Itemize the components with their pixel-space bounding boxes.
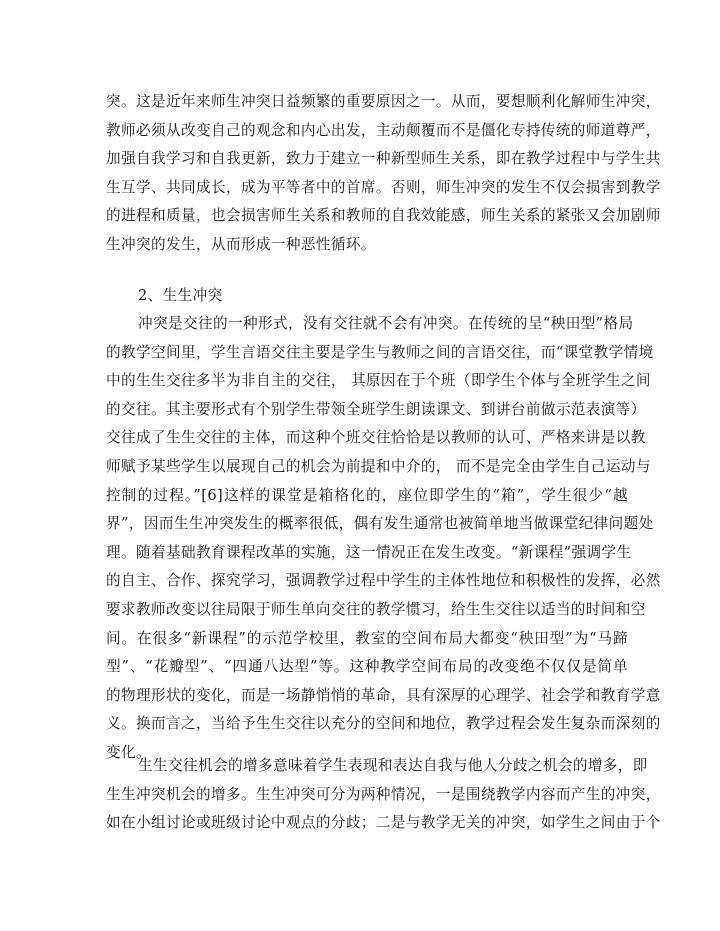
- section-heading: [138, 282, 438, 311]
- text-line: 生互学、共同成长，成为平等者中的首席。否则，师生冲突的发生不仅会损害到教学: [106, 178, 661, 196]
- text-line: 的交往。其主要形式有个别学生带领全班学生朗读课文、到讲台前做示范表演等）: [106, 400, 646, 418]
- text-line: 间。在很多“新课程”的示范学校里，教室的空间布局大都变“秧田型”为“马蹄: [106, 629, 628, 647]
- text-line: 师赋予某些学生以展现自己的机会为前提和中介的， 而不是完全由学生自己运动与: [106, 457, 651, 475]
- text-line: 中的生生交往多半为非自主的交往， 其原因在于个班（即学生个体与全班学生之间: [106, 372, 651, 390]
- text-line: 生生冲突机会的增多。生生冲突可分为两种情况，一是围绕教学内容而产生的冲突，: [106, 785, 661, 803]
- text-line: 控制的过程。”[6]这样的课堂是箱格化的，座位即学生的“箱”，学生很少“越: [106, 486, 628, 504]
- text-line: 教师必须从改变自己的观念和内心出发，主动颠覆而不是僵化专持传统的师道尊严，: [106, 121, 661, 139]
- text-line: 交往成了生生交往的主体，而这种个班交往恰恰是以教师的认可、严格来讲是以教: [106, 429, 646, 447]
- text-line: 变化。: [106, 743, 151, 761]
- text-line: 如在小组讨论或班级讨论中观点的分歧；二是与教学无关的冲突，如学生之间由于个: [106, 814, 661, 832]
- text-line: 义。换而言之，当给予生生交往以充分的空间和地位，教学过程会发生复杂而深刻的: [106, 715, 661, 733]
- text-line: 加强自我学习和自我更新，致力于建立一种新型师生关系，即在教学过程中与学生共: [106, 150, 661, 168]
- text-line: 的自主、合作、探究学习，强调教学过程中学生的主体性地位和积极性的发挥，必然: [106, 572, 661, 590]
- paragraph-conflict-opportunities: [106, 752, 661, 838]
- text-line: 的物理形状的变化，而是一场静悄悄的革命，具有深厚的心理学、社会学和教育学意: [106, 686, 661, 704]
- text-line: 理。随着基础教育课程改革的实施，这一情况正在发生改变。“新课程”强调学生: [106, 543, 632, 561]
- section-heading-text: 2、生生冲突: [138, 287, 223, 304]
- text-line: 的教学空间里，学生言语交往主要是学生与教师之间的言语交往，而“课堂教学情境: [106, 343, 654, 361]
- text-line: 型”、“花瓣型”、“四通八达型”等。这种教学空间布局的改变绝不仅仅是简单: [106, 658, 628, 676]
- text-line: 要求教师改变以往局限于师生单向交往的教学惯习，给生生交往以适当的时间和空: [106, 600, 646, 618]
- text-line: 生生交往机会的增多意味着学生表现和表达自我与他人分歧之机会的增多，即: [138, 757, 648, 774]
- paragraph-teacher-student-conflict: [106, 88, 661, 260]
- text-line: 生冲突的发生，从而形成一种恶性循环。: [106, 235, 376, 253]
- text-line: 突。这是近年来师生冲突日益频繁的重要原因之一。从而，要想顺利化解师生冲突，: [106, 93, 661, 110]
- text-line: 界”，因而生生冲突发生的概率很低，偶有发生通常也被简单地当做课堂纪律问题处: [106, 515, 654, 533]
- text-line: 冲突是交往的一种形式，没有交往就不会有冲突。在传统的呈“秧田型”格局: [138, 315, 634, 332]
- paragraph-student-student-conflict: [106, 310, 661, 768]
- text-line: 的进程和质量，也会损害师生关系和教师的自我效能感，师生关系的紧张又会加剧师: [106, 207, 661, 225]
